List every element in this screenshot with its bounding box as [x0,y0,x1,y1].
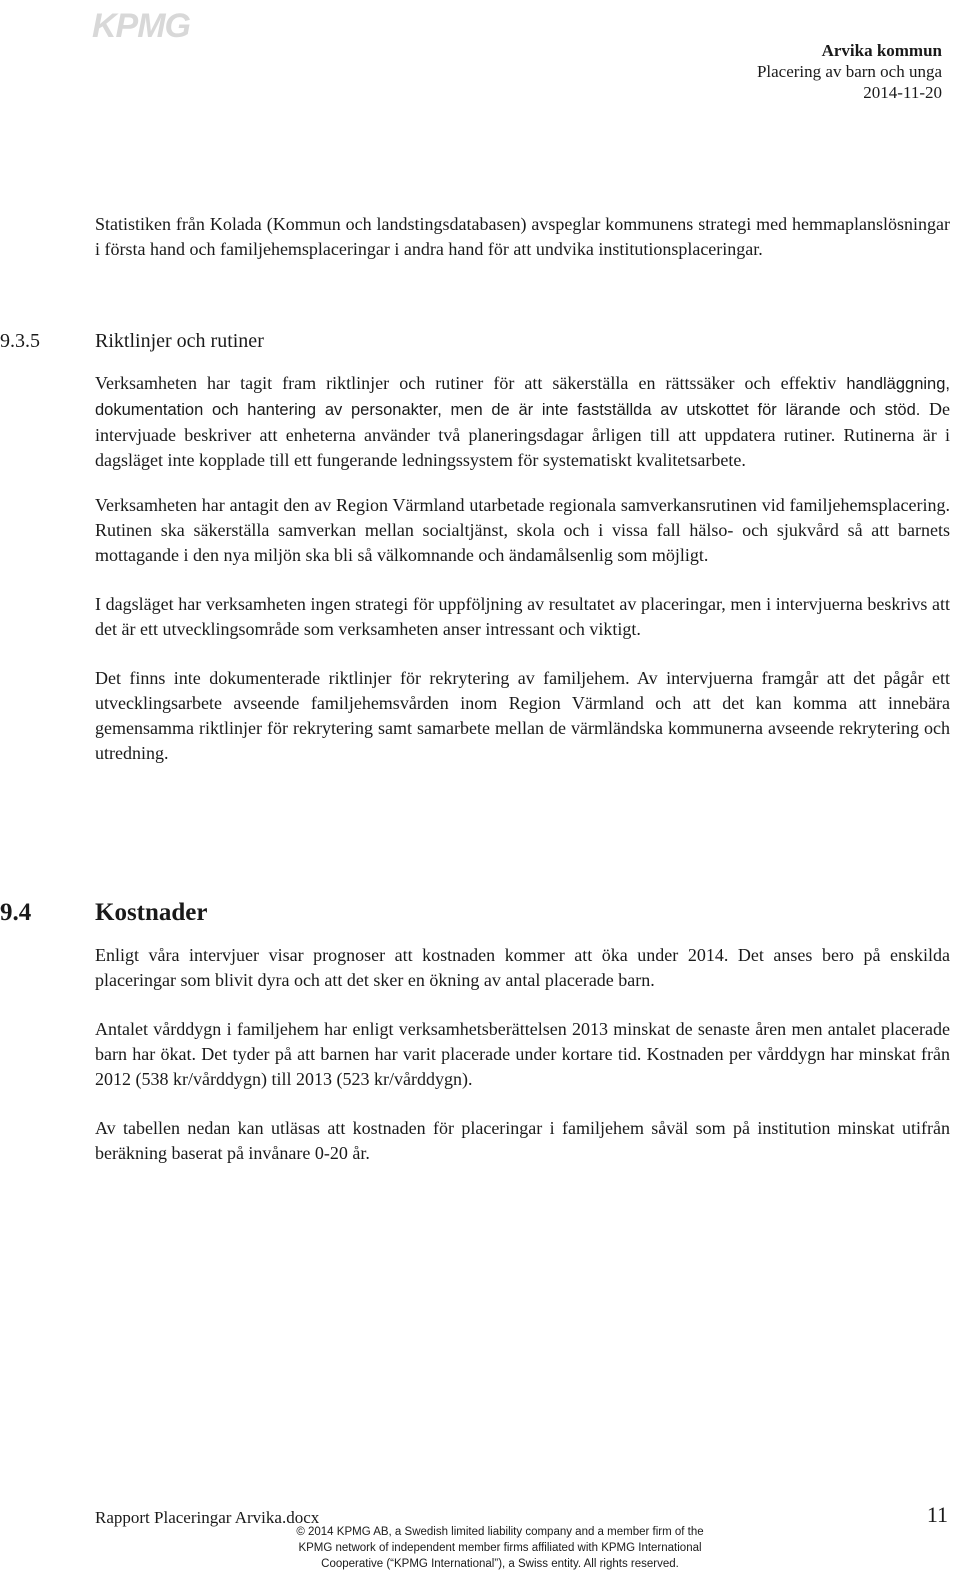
intro-paragraph: Statistiken från Kolada (Kommun och landstingsdatabasen) avspeglar kommunens strategi med hemmaplanslösningar i första hand och familjehemsplaceringar i andra hand för att undvika institutionsplaceringar. [95,214,950,259]
footer-document-name: Rapport Placeringar Arvika.docx [95,1508,320,1527]
section-9-4-body [95,943,950,1166]
paragraph-text-sans: handläggning, dokumentation och hantering av personakter, men de är inte fastställda av utskottet för lärande och stöd. [95,375,950,419]
copyright-line: © 2014 KPMG AB, a Swedish limited liability company and a member firm of the [296,1526,704,1538]
paragraph-text: De intervjuade beskriver att enheterna använder två planeringsdagar årligen till att uppdatera rutiner. Rutinerna är i dagsläget inte kopplade till ett fungerande ledningssystem för systematiskt kvalitetsarbete. [95,399,950,470]
paragraph-text: Verksamheten har tagit fram riktlinjer och rutiner för att säkerställa en rättssäker och effektiv [95,373,847,393]
page-number: 11 [926,1502,948,1527]
document-header [757,40,942,103]
paragraph: Verksamheten har antagit den av Region Värmland utarbetade regionala samverkansrutinen vid familjehemsplacering. Rutinen ska säkerställa samverkan mellan socialtjänst, skola och i vissa fall hälso- och sjukvård så att barnets mottagande i den nya miljön ska bli så välkomnande och ändamålsenlig som möjligt. [95,495,950,565]
copyright-line: KPMG network of independent member firms affiliated with KPMG International [298,1542,702,1554]
paragraph: Det finns inte dokumenterade riktlinjer för rekrytering av familjehem. Av intervjuerna framgår att det pågår ett utvecklingsarbete avseende familjehemsvården inom Region Värmland och att det kan komma att innebära gemensamma riktlinjer för rekrytering samt samarbete mellan de värmländska kommunerna avseende rekrytering och utredning. [95,668,950,763]
section-title: Kostnader [95,899,208,926]
kpmg-logo: KPMG [92,7,190,45]
header-organization: Arvika kommun [821,41,942,60]
paragraph: Av tabellen nedan kan utläsas att kostnaden för placeringar i familjehem såväl som på institution minskat utifrån beräkning baserat på invånare 0-20 år. [95,1118,950,1163]
section-title: Riktlinjer och rutiner [95,330,264,352]
section-number: 9.4 [0,899,32,926]
paragraph [95,371,950,473]
intro-section [95,212,950,262]
paragraph: I dagsläget har verksamheten ingen strategi för uppföljning av resultatet av placeringar, men i intervjuerna beskrivs att det är ett utvecklingsområde som verksamheten anser intressant och viktigt. [95,594,950,639]
header-date: 2014-11-20 [863,83,942,102]
paragraph: Enligt våra intervjuer visar prognoser att kostnaden kommer att öka under 2014. Det anses bero på enskilda placeringar som blivit dyra och att det sker en ökning av antal placerade barn. [95,945,950,990]
footer-copyright [0,1524,960,1572]
header-report-title: Placering av barn och unga [756,62,942,81]
section-number: 9.3.5 [0,330,40,352]
copyright-line: Cooperative (“KPMG International”), a Swiss entity. All rights reserved. [321,1558,679,1570]
paragraph: Antalet vårddygn i familjehem har enligt verksamhetsberättelsen 2013 minskat de senaste åren men antalet placerade barn har ökat. Det tyder på att barnen har varit placerade under kortare tid. Kostnaden per vårddygn har minskat från 2012 (538 kr/vårddygn) till 2013 (523 kr/vårddygn). [95,1019,950,1089]
section-9-3-5-body [95,371,950,766]
